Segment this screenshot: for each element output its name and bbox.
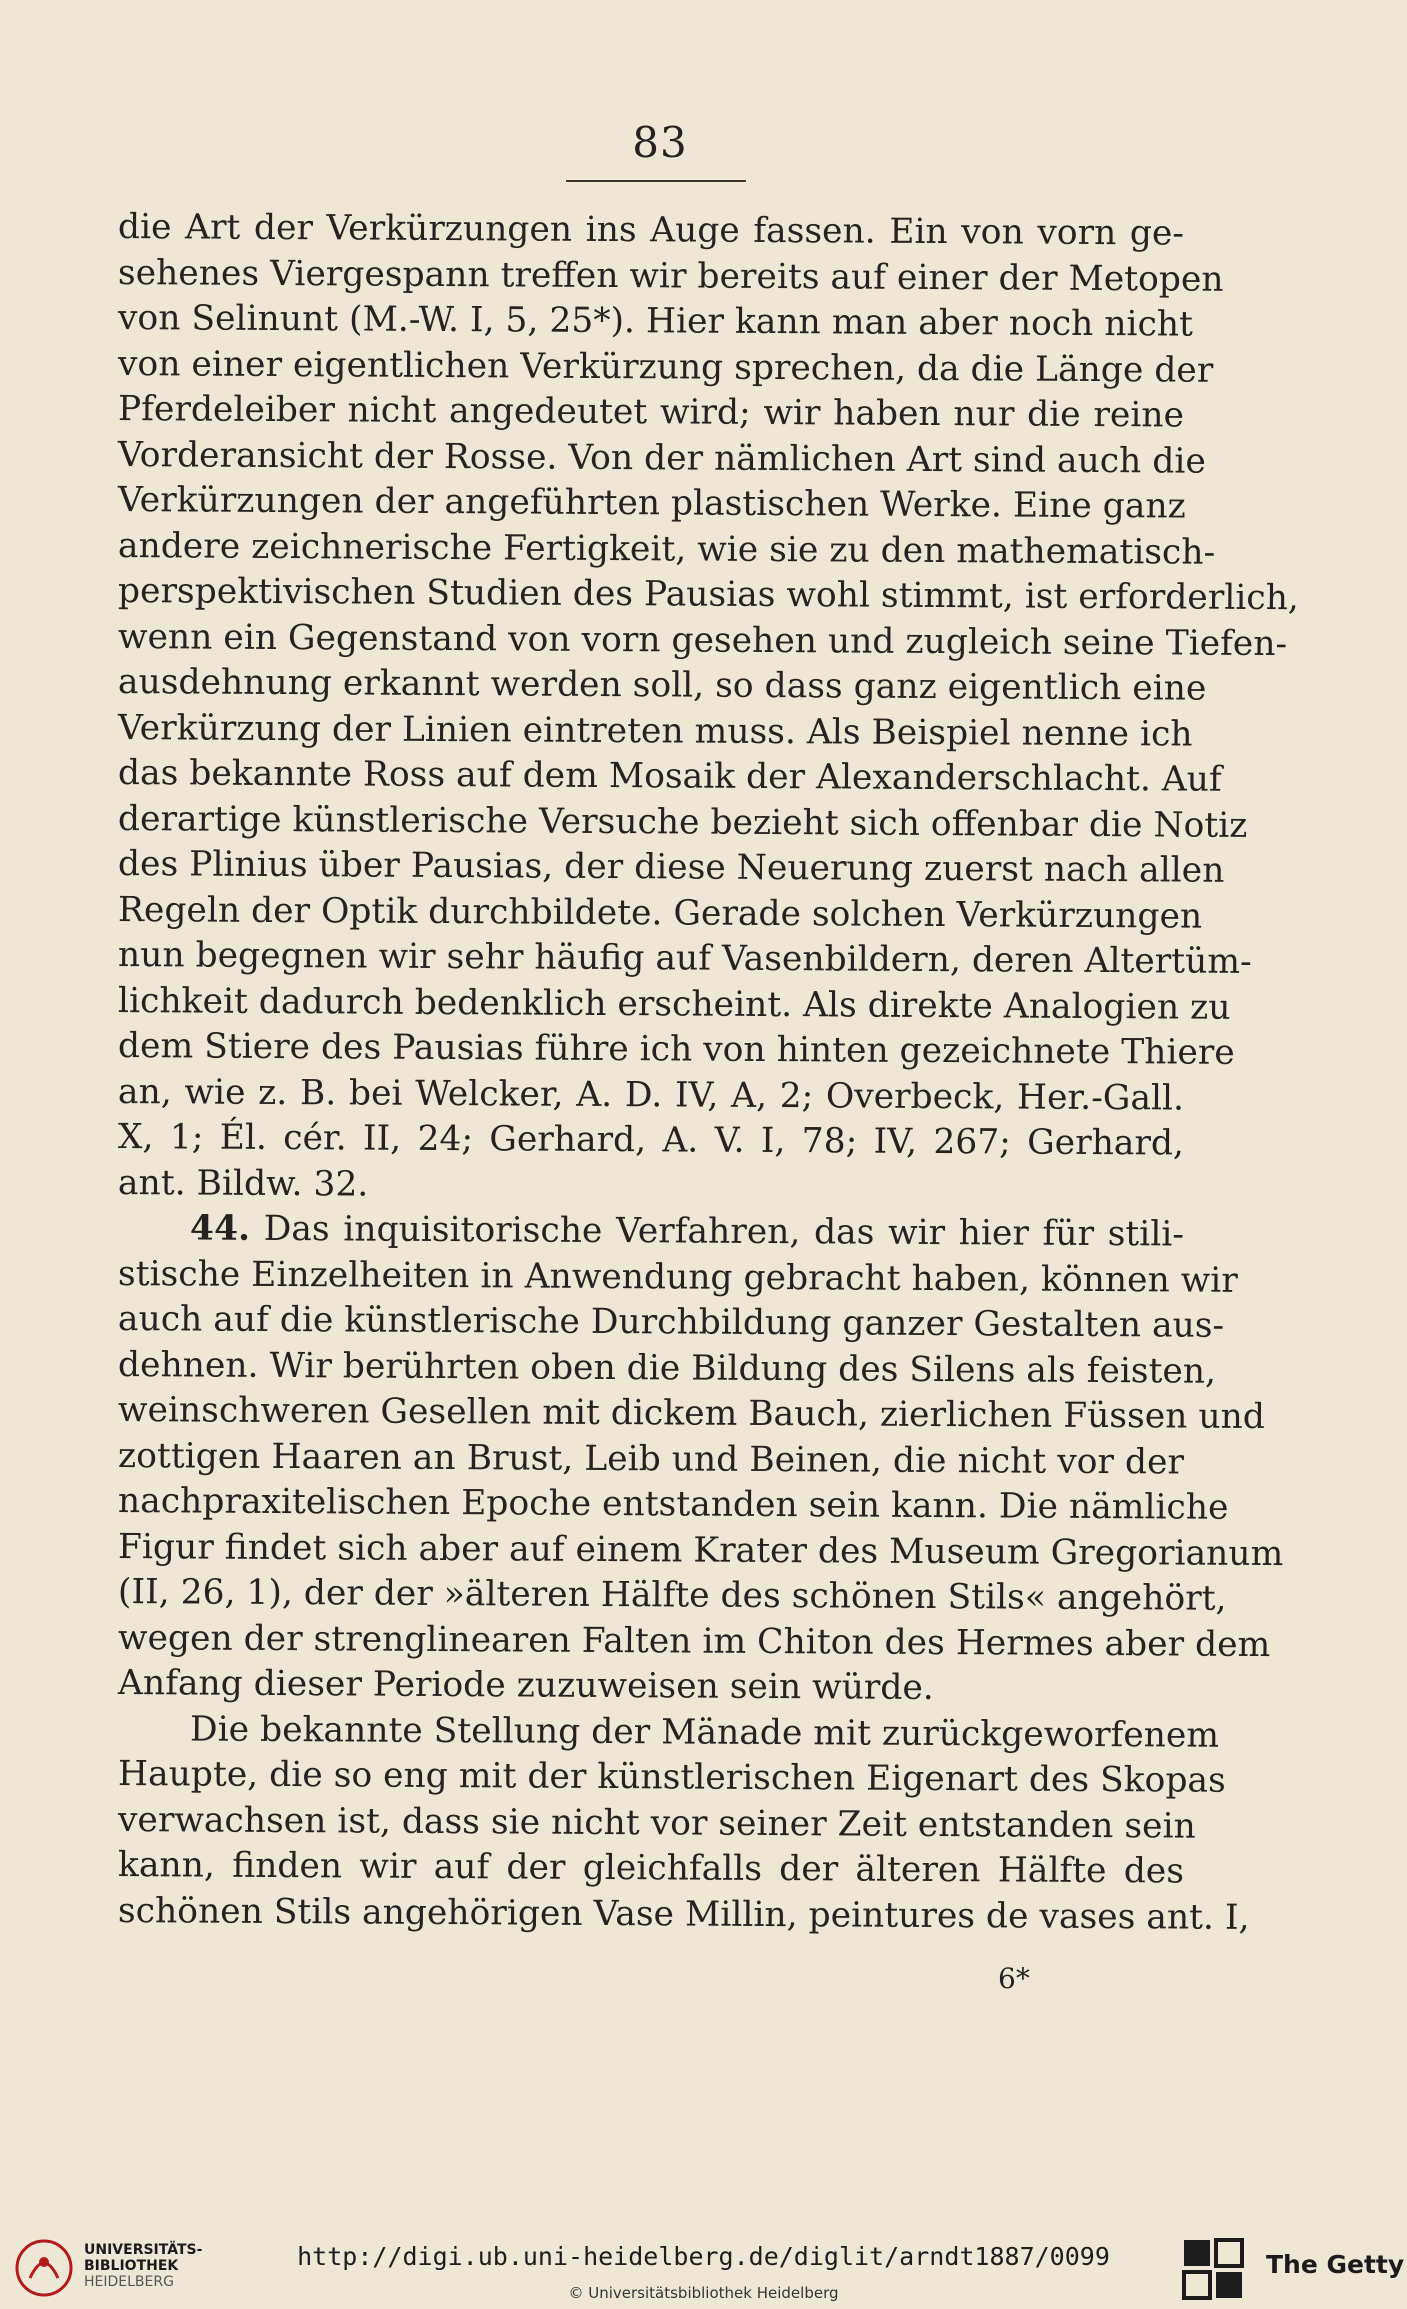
text-line-content: derartige künstlerische Versuche bezieht sich offenbar die Notiz	[117, 798, 1248, 846]
text-line-content: ausdehnung erkannt werden soll, so dass ganz eigentlich eine	[117, 662, 1207, 709]
text-line-content: zottigen Haaren an Brust, Leib und Beinen, die nicht vor der	[117, 1435, 1185, 1483]
text-line-content: Das inquisitorische Verfahren, das wir hier für stili-	[249, 1208, 1185, 1255]
text-line	[118, 1070, 1184, 1122]
text-line	[118, 1661, 1184, 1713]
text-line	[117, 433, 1206, 485]
text-line-content: dem Stiere des Pausias führe ich von hinten gezeichnete Thiere	[117, 1026, 1235, 1073]
permalink-url[interactable]: http://digi.ub.uni-heidelberg.de/diglit/arndt1887/0099	[297, 2242, 1110, 2271]
text-line-content: Verkürzung der Linien eintreten muss. Als Beispiel nenne ich	[117, 707, 1193, 755]
text-line	[117, 660, 1207, 712]
text-line	[117, 524, 1216, 576]
body-text	[117, 205, 1299, 1938]
text-line-content: Die bekannte Stellung der Mänade mit zurückgeworfenem	[189, 1708, 1220, 1756]
copyright-notice: © Universitätsbibliothek Heidelberg	[568, 2284, 839, 2302]
text-line	[118, 1115, 1184, 1167]
text-line	[117, 342, 1214, 394]
text-line	[118, 387, 1184, 439]
text-line-content: des Plinius über Pausias, der diese Neuerung zuerst nach allen	[117, 844, 1225, 891]
text-line	[117, 615, 1288, 667]
text-line	[118, 1161, 1184, 1213]
text-line-content: wenn ein Gegenstand von vorn gesehen und zugleich seine Tiefen-	[117, 616, 1288, 664]
text-line-content: Anfang dieser Periode zuzuweisen sein würde.	[117, 1663, 934, 1708]
text-line	[117, 933, 1252, 985]
text-line	[117, 1297, 1225, 1349]
text-line	[117, 1343, 1217, 1395]
printer-signature: 6*	[998, 1962, 1030, 1995]
library-name-line2: BIBLIOTHEK	[84, 2258, 179, 2274]
text-line	[118, 1206, 1184, 1258]
page-number: 83	[632, 118, 688, 167]
text-line-content: Regeln der Optik durchbildete. Gerade solchen Verkürzungen	[117, 889, 1203, 937]
text-line-content: perspektivischen Studien des Pausias wohl stimmt, ist erforderlich,	[117, 571, 1299, 619]
text-line-content: kann, finden wir auf der gleichfalls der älteren Hälfte des	[117, 1845, 1185, 1892]
text-line-content: die Art der Verkürzungen ins Auge fassen. Ein von vorn ge-	[117, 207, 1185, 254]
text-line	[118, 1434, 1184, 1486]
text-line	[117, 888, 1203, 940]
text-line-content: (II, 26, 1), der der »älteren Hälfte des schönen Stils« angehört,	[117, 1572, 1227, 1619]
text-line-content: Vorderansicht der Rosse. Von der nämlichen Art sind auch die	[117, 434, 1206, 482]
text-line-content: von einer eigentlichen Verkürzung sprechen, da die Länge der	[117, 343, 1214, 391]
text-line-content: sehenes Viergespann treffen wir bereits auf einer der Metopen	[117, 252, 1224, 300]
text-line-content: X, 1; Él. cér. II, 24; Gerhard, A. V. I, 78; IV, 267; Gerhard,	[117, 1117, 1185, 1164]
text-line-content: Figur findet sich aber auf einem Krater des Museum Gregorianum	[117, 1526, 1284, 1574]
text-line	[117, 842, 1225, 894]
text-line	[117, 706, 1193, 758]
text-line-content: schönen Stils angehörigen Vase Millin, peintures de vases ant. I,	[117, 1890, 1250, 1938]
text-line-content: auch auf die künstlerische Durchbildung ganzer Gestalten aus-	[117, 1299, 1225, 1346]
text-line-content: dehnen. Wir berührten oben die Bildung des Silens als feisten,	[117, 1344, 1217, 1392]
digitization-footer	[0, 2210, 1407, 2309]
text-line	[117, 1252, 1238, 1304]
text-line-content: andere zeichnerische Fertigkeit, wie sie zu den mathematisch-	[117, 525, 1216, 573]
text-line	[117, 569, 1299, 621]
getty-name: The Getty	[1266, 2250, 1405, 2279]
text-line	[117, 1616, 1271, 1668]
text-line	[117, 251, 1224, 303]
text-line-content: Haupte, die so eng mit der künstlerischen Eigenart des Skopas	[117, 1754, 1226, 1801]
text-line-content: das bekannte Ross auf dem Mosaik der Alexanderschlacht. Auf	[117, 753, 1222, 800]
text-line	[118, 1707, 1220, 1759]
text-line-content: ant. Bildw. 32.	[117, 1162, 369, 1205]
text-line-content: nun begegnen wir sehr häufig auf Vasenbildern, deren Altertüm-	[117, 935, 1252, 982]
text-line	[117, 1889, 1250, 1941]
text-line	[117, 1388, 1266, 1440]
text-line	[117, 1570, 1227, 1622]
text-line-content: von Selinunt (M.-W. I, 5, 25*). Hier kann man aber noch nicht	[117, 298, 1194, 345]
text-line-content: Pferdeleiber nicht angedeutet wird; wir haben nur die reine	[117, 389, 1185, 436]
getty-logo-icon	[1182, 2238, 1244, 2300]
text-line	[117, 979, 1231, 1031]
page-number-rule	[566, 180, 746, 182]
library-name-line3: HEIDELBERG	[84, 2274, 174, 2290]
text-line	[117, 1479, 1229, 1531]
text-line	[117, 1798, 1196, 1850]
text-line	[117, 797, 1248, 849]
text-line	[118, 1843, 1184, 1895]
text-line	[118, 205, 1184, 257]
text-line-content: lichkeit dadurch bedenklich erscheint. Als direkte Analogien zu	[117, 980, 1231, 1028]
text-line	[117, 296, 1194, 348]
section-number: 44.	[189, 1208, 251, 1249]
text-line	[117, 1752, 1226, 1804]
text-line	[117, 751, 1222, 803]
text-line	[117, 1525, 1284, 1577]
text-line-content: stische Einzelheiten in Anwendung gebracht haben, können wir	[117, 1253, 1238, 1301]
text-line-content: verwachsen ist, dass sie nicht vor seiner Zeit entstanden sein	[117, 1799, 1196, 1847]
text-line-content: an, wie z. B. bei Welcker, A. D. IV, A, 2; Overbeck, Her.-Gall.	[117, 1071, 1185, 1119]
text-line-content: wegen der strenglinearen Falten im Chiton des Hermes aber dem	[117, 1617, 1271, 1665]
text-line	[117, 1024, 1235, 1076]
library-name-line1: UNIVERSITÄTS-	[84, 2242, 203, 2258]
text-line-content: Verkürzungen der angeführten plastischen Werke. Eine ganz	[117, 480, 1186, 527]
text-line-content: nachpraxitelischen Epoche entstanden sein kann. Die nämliche	[117, 1481, 1229, 1528]
text-line	[118, 478, 1184, 530]
text-line-content: weinschweren Gesellen mit dickem Bauch, zierlichen Füssen und	[117, 1390, 1266, 1438]
